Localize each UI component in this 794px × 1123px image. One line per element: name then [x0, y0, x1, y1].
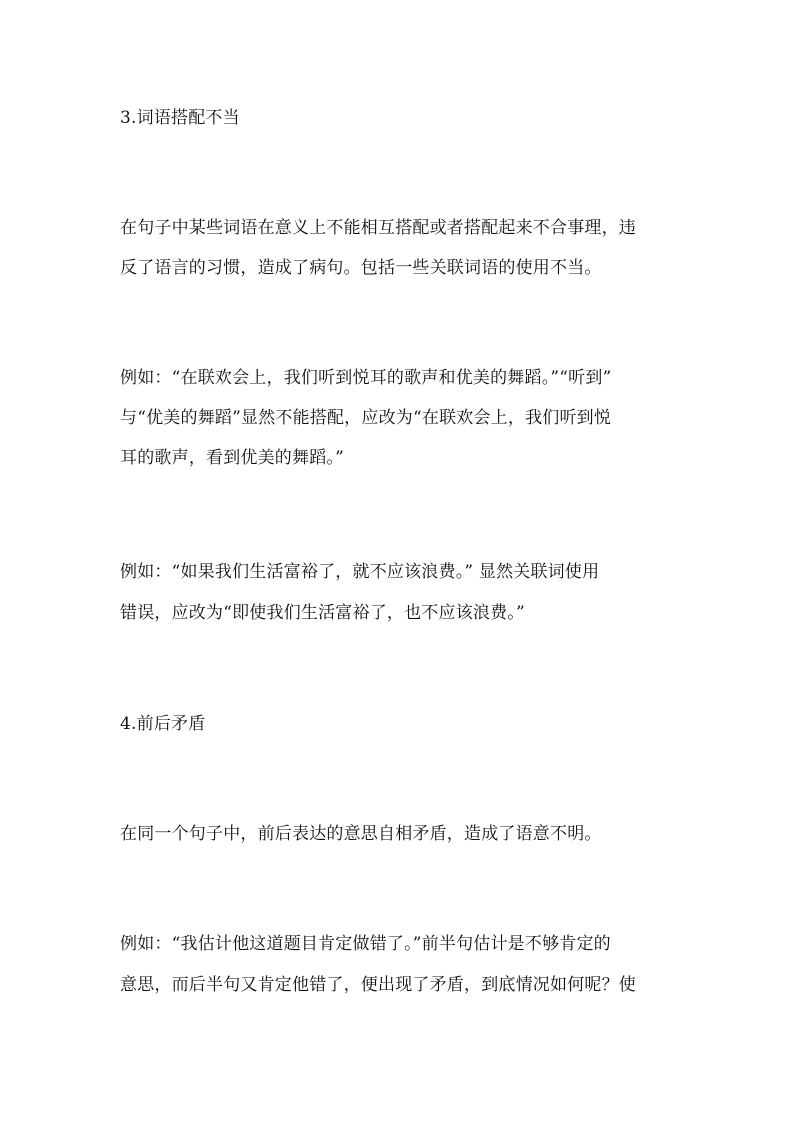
- paragraph-line: 意思，而后半句又肯定他错了，便出现了矛盾，到底情况如何呢？使: [120, 975, 636, 995]
- paragraph-line: 反了语言的习惯，造成了病句。包括一些关联词语的使用不当。: [120, 258, 602, 278]
- paragraph-line: 例如：“如果我们生活富裕了，就不应该浪费。” 显然关联词使用: [120, 562, 600, 582]
- paragraph-line: 耳的歌声，看到优美的舞蹈。”: [120, 448, 344, 468]
- paragraph-line: 在句子中某些词语在意义上不能相互搭配或者搭配起来不合事理，违: [120, 218, 636, 238]
- paragraph-line: 错误，应改为“即使我们生活富裕了，也不应该浪费。”: [120, 603, 525, 623]
- section-heading-4: 4.前后矛盾: [120, 714, 206, 734]
- section-heading-3: 3.词语搭配不当: [120, 108, 240, 128]
- paragraph-line: 例如：“在联欢会上，我们听到悦耳的歌声和优美的舞蹈。”“听到”: [120, 368, 612, 388]
- paragraph-line: 在同一个句子中，前后表达的意思自相矛盾，造成了语意不明。: [120, 824, 602, 844]
- paragraph-line: 与“优美的舞蹈”显然不能搭配，应改为“在联欢会上，我们听到悦: [120, 408, 612, 428]
- paragraph-line: 例如：“我估计他这道题目肯定做错了。”前半句估计是不够肯定的: [120, 934, 611, 954]
